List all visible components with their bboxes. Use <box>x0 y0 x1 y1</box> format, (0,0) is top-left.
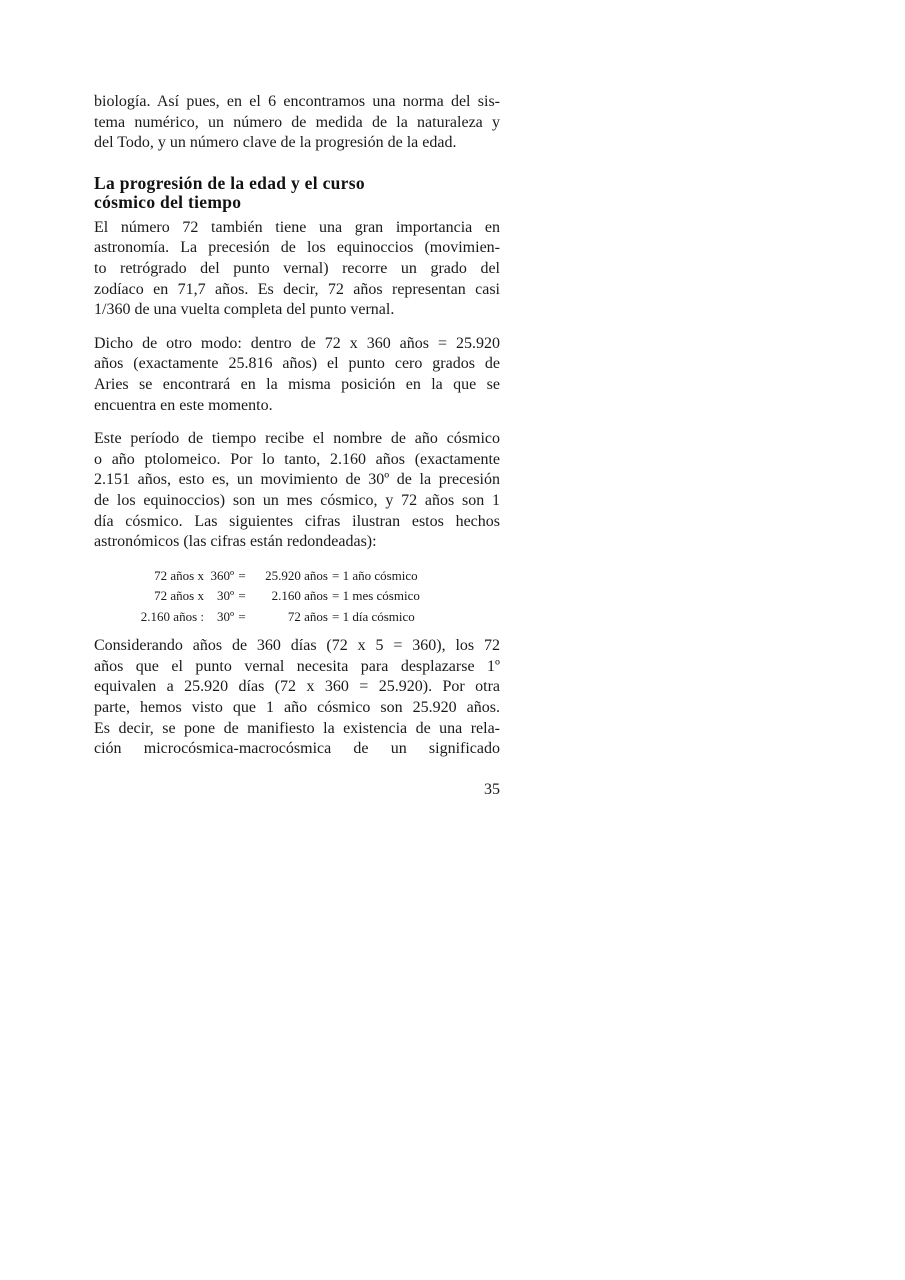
text-line: zodíaco en 71,7 años. Es decir, 72 años representan casi <box>94 280 500 298</box>
intro-paragraph <box>94 92 500 154</box>
eq-sign: = <box>238 608 246 624</box>
eq-left: 72 años x <box>154 567 204 583</box>
page-number: 35 <box>484 780 500 798</box>
eq-value: 2.160 años <box>271 588 328 604</box>
text-line: Aries se encontrará en la misma posición en la que se <box>94 375 500 393</box>
paragraph-precession <box>94 218 500 321</box>
eq-angle: 30º <box>216 608 234 624</box>
text-line: equivalen a 25.920 días (72 x 360 = 25.920). Por otra <box>94 678 500 696</box>
closing-paragraph <box>94 636 500 760</box>
text-line: día cósmico. Las siguientes cifras ilustran estos hechos <box>94 512 500 530</box>
text-line: Este período de tiempo recibe el nombre de año cósmico <box>94 430 500 448</box>
text-line: El número 72 también tiene una gran importancia en <box>94 218 500 236</box>
text-line: Es decir, se pone de manifiesto la existencia de una rela- <box>94 719 500 737</box>
equations-table <box>94 566 500 628</box>
text-line: o año ptolomeico. Por lo tanto, 2.160 años (exactamente <box>94 450 500 468</box>
paragraph-cosmic-year <box>94 429 500 553</box>
eq-sign: = <box>238 567 246 583</box>
eq-result: = 1 año cósmico <box>332 567 418 583</box>
eq-angle: 30º <box>216 588 234 604</box>
text-line: astronómicos (las cifras están redondeadas): <box>94 533 377 551</box>
eq-left: 2.160 años : <box>140 608 204 624</box>
text-line: del Todo, y un número clave de la progresión de la edad. <box>94 134 457 152</box>
heading-line: La progresión de la edad y el curso <box>94 172 365 193</box>
text-line: encuentra en este momento. <box>94 396 273 414</box>
eq-angle: 360º <box>210 567 234 583</box>
text-line: biología. Así pues, en el 6 encontramos una norma del sis- <box>94 93 500 110</box>
eq-result: = 1 día cósmico <box>332 608 415 624</box>
text-line: ción microcósmica-macrocósmica de un significado <box>94 740 500 758</box>
equation-row <box>94 566 500 587</box>
text-line: 2.151 años, esto es, un movimiento de 30º de la precesión <box>94 471 500 489</box>
text-line: años que el punto vernal necesita para desplazarse 1º <box>94 657 500 675</box>
text-line: tema numérico, un número de medida de la naturaleza y <box>94 113 500 131</box>
heading-line: cósmico del tiempo <box>94 191 242 212</box>
section-heading <box>94 174 500 212</box>
text-line: de los equinoccios) son un mes cósmico, y 72 años son 1 <box>94 491 500 509</box>
text-line: 1/360 de una vuelta completa del punto vernal. <box>94 301 395 319</box>
book-page <box>94 92 500 800</box>
eq-value: 72 años <box>287 608 328 624</box>
text-line: to retrógrado del punto vernal) recorre un grado del <box>94 259 500 277</box>
equation-row <box>94 586 500 607</box>
eq-value: 25.920 años <box>265 567 328 583</box>
text-line: astronomía. La precesión de los equinoccios (movimien- <box>94 239 500 257</box>
equation-row <box>94 607 500 628</box>
text-line: parte, hemos visto que 1 año cósmico son 25.920 años. <box>94 698 500 716</box>
eq-left: 72 años x <box>154 588 204 604</box>
text-line: Dicho de otro modo: dentro de 72 x 360 años = 25.920 <box>94 334 500 352</box>
paragraph-other-words <box>94 334 500 416</box>
eq-result: = 1 mes cósmico <box>332 588 420 604</box>
text-line: Considerando años de 360 días (72 x 5 = 360), los 72 <box>94 637 500 655</box>
text-line: años (exactamente 25.816 años) el punto cero grados de <box>94 355 500 373</box>
eq-sign: = <box>238 588 246 604</box>
